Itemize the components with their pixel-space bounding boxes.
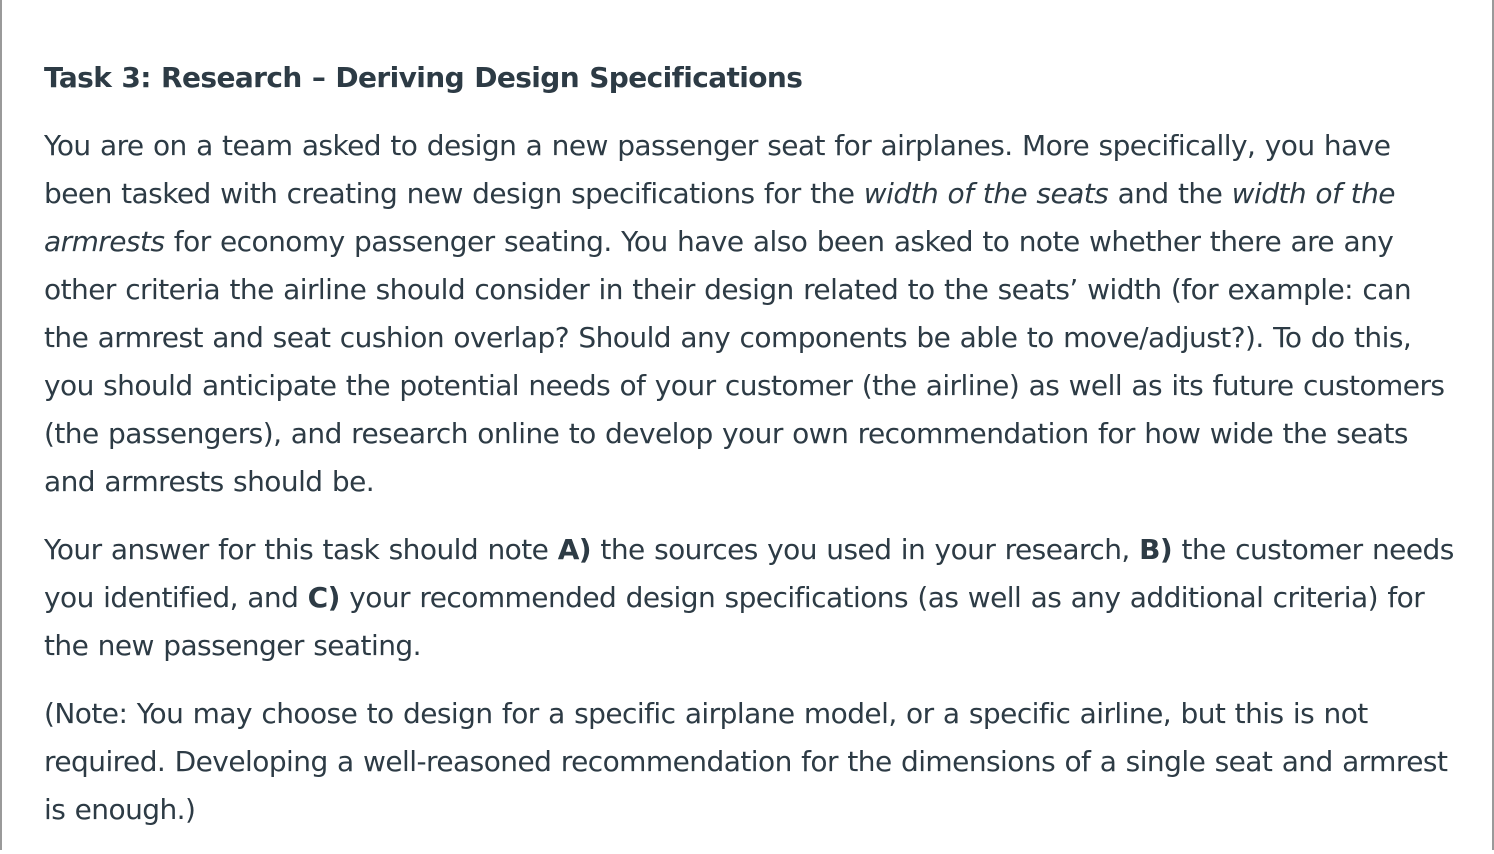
emphasis-armrest-width: width of the armrests	[44, 177, 1395, 258]
paragraph-text: Your answer for this task should note	[44, 533, 558, 566]
task-note-paragraph: (Note: You may choose to design for a specific airplane model, or a specific airline, but this is not required. Developing a well-reasoned recommendation for the dimensions of a single seat and armrest is enough.)	[44, 697, 1448, 826]
task-answer-requirements-paragraph	[44, 526, 1464, 670]
paragraph-text: and the	[1108, 177, 1232, 210]
paragraph-text: your recommended design specifications (as well as any additional criteria) for the new passenger seating.	[44, 581, 1425, 662]
paragraph-text: You are on a team asked to design a new passenger seat for airplanes. More specifically, you have been tasked with creating new design specifications for the	[44, 129, 1391, 210]
label-a: A)	[557, 533, 592, 566]
task-content	[44, 56, 1464, 854]
task-title: Task 3: Research – Deriving Design Specifications	[44, 61, 803, 94]
paragraph-text: for economy passenger seating. You have also been asked to note whether there are any other criteria the airline should consider in their design related to the seats’ width (for example: can the armrest and seat cushion overlap? Should any components be able to move/adjust?). To do this, you should anticipate the potential needs of your customer (the airline) as well as its future customers (the passengers), and research online to develop your own recommendation for how wide the seats and armrests should be.	[44, 225, 1445, 498]
label-c: C)	[307, 581, 340, 614]
paragraph-text: the customer needs you identified, and	[44, 533, 1454, 614]
emphasis-seat-width: width of the seats	[863, 177, 1109, 210]
task-description-paragraph	[44, 122, 1464, 506]
label-b: B)	[1139, 533, 1173, 566]
paragraph-text: the sources you used in your research,	[591, 533, 1140, 566]
